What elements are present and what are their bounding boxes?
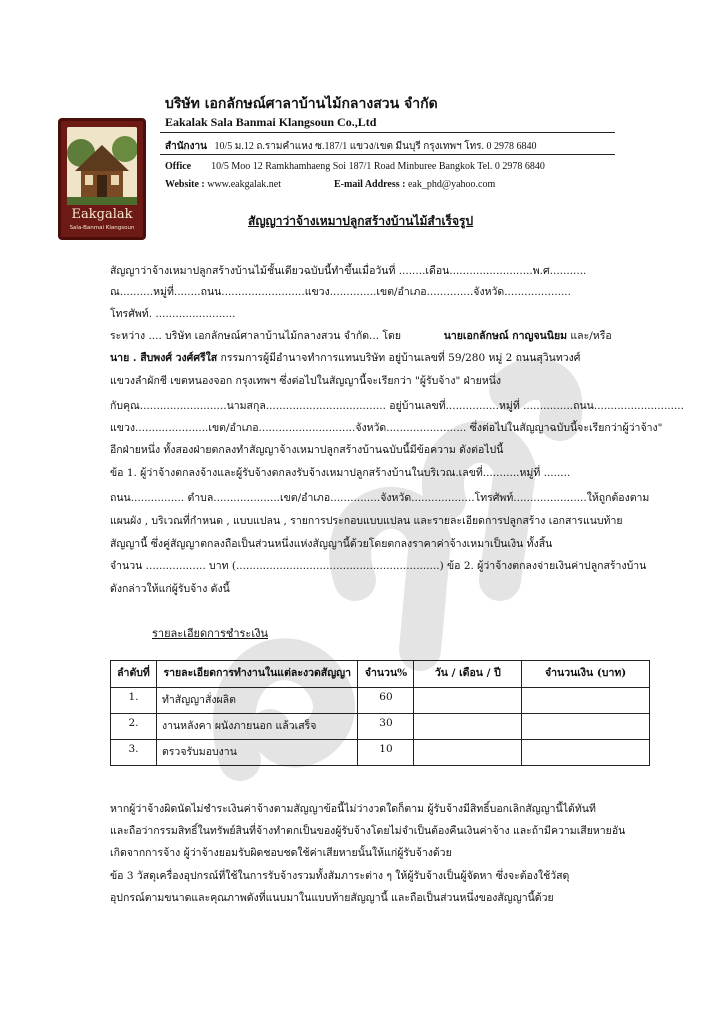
para-line: แขวง......................เขต/อำเภอ.............................จังหวัด........................ ซึ่งต่อไปในสัญญาฉบับนี้จะเรียกว่าผู้ว่าจ้าง" [110, 422, 663, 434]
web-email-line [165, 179, 495, 190]
email-text: eak_phd@yahoo.com [407, 179, 496, 190]
cell-date[interactable] [414, 740, 522, 766]
cell-date[interactable] [414, 688, 522, 714]
para-line: ข้อ 3 วัสดุเครื่องอุปกรณ์ที่ใช้ในการรับจ้างรวมทั้งสัมภาระต่าง ๆ ให้ผู้รับจ้างเป็นผู้จัดหา ซึ่งจะต้องใช้วัสดุ [110, 870, 570, 882]
cell-seq: 2. [111, 714, 157, 740]
para-line: ณ..........หมู่ที่........ถนน.........................แขวง..............เขต/อำเภอ..............จังหวัด.................... [110, 286, 571, 298]
website-text: www.eakgalak.net [207, 179, 281, 190]
para-line: อุปกรณ์ตามขนาดและคุณภาพดังที่แนบมาในแบบท้ายสัญญานี้ และถือเป็นส่วนหนึ่งของสัญญานี้ด้วย [110, 892, 554, 904]
col-header-detail: รายละเอียดการทำงานในแต่ละงวดสัญญา [156, 661, 358, 688]
para-line: สัญญาว่าจ้างเหมาปลูกสร้างบ้านไม้ชั้นเดียวฉบับนี้ทำขึ้นเมื่อวันที่ ........เดือน.........................พ.ศ........... [110, 265, 587, 277]
cell-detail: ทำสัญญาสั่งผลิต [156, 688, 358, 714]
cell-seq: 3. [111, 740, 157, 766]
company-name-thai: บริษัท เอกลักษณ์ศาลาบ้านไม้กลางสวน จำกัด [165, 96, 438, 112]
para-line: อีกฝ่ายหนึ่ง ทั้งสองฝ่ายตกลงทำสัญญาจ้างเหมาปลูกสร้างบ้านฉบับนี้มีข้อความ ดังต่อไปนี้ [110, 444, 504, 456]
header-divider [160, 132, 615, 133]
table-row [111, 714, 650, 740]
para-line: ถนน................ ตำบล....................เขต/อำเภอ...............จังหวัด...................โทรศัพท์......................ให้ถูกต้องตาม [110, 492, 650, 504]
party-conj: และ/หรือ [570, 330, 612, 342]
para-line: กับคุณ..........................นามสกุล.................................... อยู่บ้านเลขที่................หมู่ที่ ...............ถนน........................... [110, 400, 684, 412]
party-detail: กรรมการผู้มีอำนาจทำการแทนบริษัท อยู่บ้านเลขที่ 59/280 หมู่ 2 ถนนสุวินทวงศ์ [217, 352, 581, 364]
para-line: ดังกล่าวให้แก่ผู้รับจ้าง ดังนี้ [110, 583, 230, 595]
header-divider-2 [160, 154, 615, 155]
para-line: เกิดจากการจ้าง ผู้ว่าจ้างยอมรับผิดชอบชดใช้ค่าเสียหายนั้นให้แก่ผู้รับจ้างด้วย [110, 847, 452, 859]
party-line-2 [110, 349, 580, 366]
table-row [111, 740, 650, 766]
cell-date[interactable] [414, 714, 522, 740]
company-name-english: Eakalak Sala Banmai Klangsoun Co.,Ltd [165, 115, 377, 129]
logo-house-image [67, 127, 137, 205]
office-address-line [165, 161, 545, 172]
website-label: Website : [165, 179, 205, 190]
cell-detail: ตรวจรับมอบงาน [156, 740, 358, 766]
email-label: E-mail Address : [333, 179, 406, 190]
para-line: จำนวน .................. บาท (.............................................................) ข้อ 2. ผู้ว่าจ้างตกลงจ่ายเงินค่าปลูกสร้างบ้าน [110, 560, 647, 572]
para-line: และถือว่ากรรมสิทธิ์ในทรัพย์สินที่จ้างทำตกเป็นของผู้รับจ้างโดยไม่จำเป็นต้องคืนเงินค่าจ้าง และถ้ามีความเสียหายอัน [110, 825, 626, 837]
hq-label: สำนักงาน [165, 141, 207, 152]
cell-percent: 10 [358, 740, 414, 766]
para-line: แผนผัง , บริเวณที่กำหนด , แบบแปลน , รายการประกอบแบบแปลน และรายละเอียดการปลูกสร้าง เอกสารแนบท้าย [110, 515, 623, 527]
party-name-1: นายเอกลักษณ์ กาญจนนิยม [443, 330, 568, 342]
office-address: 10/5 Moo 12 Ramkhamhaeng Soi 187/1 Road Minburee Bangkok Tel. 0 2978 6840 [211, 161, 545, 172]
cell-percent: 60 [358, 688, 414, 714]
para-line: สัญญานี้ ซึ่งคู่สัญญาตกลงถือเป็นส่วนหนึ่งแห่งสัญญานี้ด้วยโดยตกลงราคาค่าจ้างเหมาเป็นเงิน ทั้งสิ้น [110, 538, 553, 550]
party-line [110, 327, 612, 344]
hq-address-line [165, 139, 537, 154]
cell-amount[interactable] [522, 688, 650, 714]
payment-table [110, 660, 650, 766]
cell-detail: งานหลังคา ผนังภายนอก แล้วเสร็จ [156, 714, 358, 740]
col-header-percent: จำนวน% [358, 661, 414, 688]
col-header-seq: ลำดับที่ [111, 661, 157, 688]
hq-address: 10/5 ม.12 ถ.รามคำแหง ซ.187/1 แขวง/เขต มีนบุรี กรุงเทพฯ โทร. 0 2978 6840 [214, 141, 537, 152]
para-line: หากผู้ว่าจ้างผิดนัดไม่ชำระเงินค่าจ้างตามสัญญาข้อนี้ไม่ว่างวดใดก็ตาม ผู้รับจ้างมีสิทธิ์บอกเลิกสัญญานี้ได้ทันที [110, 803, 596, 815]
table-header-row [111, 661, 650, 688]
cell-amount[interactable] [522, 714, 650, 740]
party-intro: ระหว่าง .... บริษัท เอกลักษณ์ศาลาบ้านไม้กลางสวน จำกัด... โดย [110, 330, 401, 342]
logo-brand-text: Eakgalak [71, 207, 133, 222]
cell-amount[interactable] [522, 740, 650, 766]
cell-seq: 1. [111, 688, 157, 714]
company-logo [58, 118, 146, 240]
para-line: แขวงลำผักชี เขตหนองจอก กรุงเทพฯ ซึ่งต่อไปในสัญญานี้จะเรียกว่า "ผู้รับจ้าง" ฝ่ายหนึ่ง [110, 375, 502, 387]
party-name-2: นาย . สืบพงศ์ วงศ์ศรีใส [110, 352, 218, 364]
contract-title: สัญญาว่าจ้างเหมาปลูกสร้างบ้านไม้สำเร็จรูป [248, 214, 474, 228]
logo-sub-text: Sala-Banmai Klangsoun [69, 225, 135, 231]
table-row [111, 688, 650, 714]
cell-percent: 30 [358, 714, 414, 740]
col-header-amount: จำนวนเงิน (บาท) [522, 661, 650, 688]
office-label: Office [165, 161, 192, 172]
para-line: โทรศัพท์. ........................ [110, 308, 236, 320]
payment-section-title: รายละเอียดการชำระเงิน [152, 627, 268, 640]
col-header-date: วัน / เดือน / ปี [414, 661, 522, 688]
para-line: ข้อ 1. ผู้ว่าจ้างตกลงจ้างและผู้รับจ้างตกลงรับจ้างเหมาปลูกสร้างบ้านในบริเวณ.เลขที่...........หมู่ที่ ........ [110, 467, 571, 479]
